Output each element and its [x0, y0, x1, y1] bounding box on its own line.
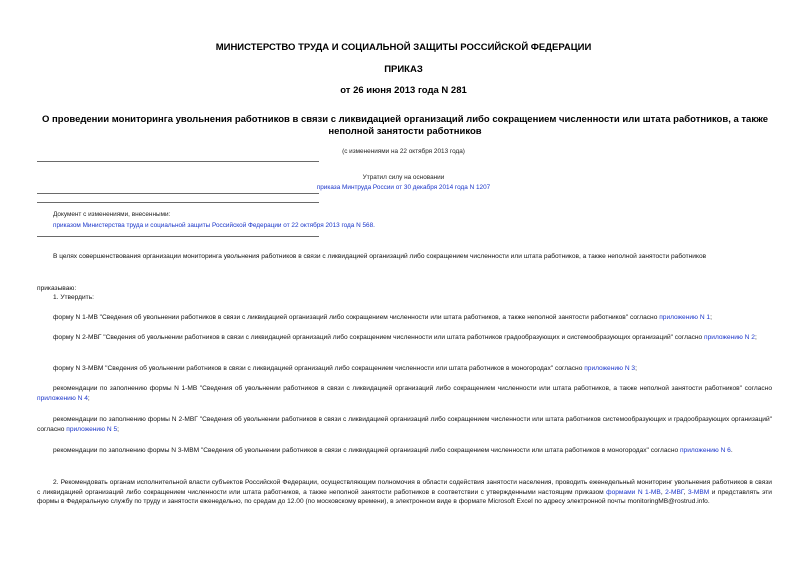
- appendix-5-link[interactable]: приложению N 5: [66, 425, 118, 433]
- separator-rule: [37, 202, 319, 203]
- form-3-mvm-link[interactable]: 3-МВМ: [687, 488, 710, 496]
- form-1-text: форму N 1-МВ "Сведения об увольнении работников в связи с ликвидацией организаций либо сокращением численности или штата работников, а также неполной занятости работников" согласно: [53, 314, 660, 321]
- form-2-end: ;: [754, 334, 757, 341]
- order-word: приказываю:: [37, 285, 77, 292]
- preamble: В целях совершенствования организации мониторинга увольнения работников в связи с ликвидацией организаций либо сокращением численности или штата работников, а также неполной занятости работников: [53, 253, 707, 260]
- form-1-mv-link[interactable]: формами N 1-МВ: [606, 488, 661, 496]
- form-2-mvg-link[interactable]: 2-МВГ: [665, 488, 684, 496]
- changes-order-link[interactable]: приказом Министерства труда и социальной защиты Российской Федерации от 22 октября 2013 года N 568.: [53, 222, 375, 229]
- recommendation-1-end: ;: [87, 394, 90, 402]
- changes-label: Документ с изменениями, внесенными:: [53, 211, 171, 218]
- recommendation-1-text: рекомендации по заполнению формы N 1-МВ "Сведения об увольнении работников в связи с ликвидацией организаций либо сокращением численности или штата работников, а также неполной занятости работников" согласно: [53, 385, 772, 392]
- item-2-paragraph: [37, 478, 772, 507]
- form-3-paragraph: [53, 364, 773, 374]
- appendix-3-link[interactable]: приложению N 3: [584, 365, 636, 372]
- appendix-4-link[interactable]: приложению N 4: [37, 394, 88, 402]
- form-1-end: ;: [710, 314, 712, 321]
- separator-rule: [37, 236, 319, 237]
- appendix-2-link[interactable]: приложению N 2: [704, 334, 755, 341]
- form-2-paragraph: [37, 333, 772, 343]
- amendments-note: (с изменениями на 22 октября 2013 года): [342, 148, 465, 155]
- recommendation-3-end: .: [730, 447, 733, 454]
- ministry-heading: МИНИСТЕРСТВО ТРУДА И СОЦИАЛЬНОЙ ЗАЩИТЫ РОССИЙСКОЙ ФЕДЕРАЦИИ: [215, 42, 592, 53]
- doc-type-heading: ПРИКАЗ: [384, 64, 423, 75]
- item-2-text: 2. Рекомендовать органам исполнительной власти субъектов Российской Федерации, осуществляющим полномочия в области содействия занятости населения, проводить еженедельный мониторинг увольнения работников в связи с ликвидацией организаций либо сокращением численности или штата работников, а также неполной занятости работников в соответствии с утвержденными настоящим приказом: [37, 479, 772, 496]
- form-1-paragraph: [53, 313, 773, 323]
- appendix-6-link[interactable]: приложению N 6: [679, 447, 731, 454]
- form-3-end: ;: [635, 365, 637, 372]
- item-2-rest: и представлять эти формы в Федеральную службу по труду и занятости еженедельно, по средам до 12.00 (по московскому времени), в электронном виде в формате Microsoft Excel по адресу электронной почты monitoringMB@rostrud.info.: [37, 488, 772, 505]
- item-2-sep-2: ,: [683, 488, 688, 496]
- recommendation-3-paragraph: [37, 446, 772, 456]
- item-1-heading: 1. Утвердить:: [53, 294, 94, 301]
- form-3-text: форму N 3-МВМ "Сведения об увольнении работников в связи с ликвидацией организаций либо сокращением численности или штата работников в моногородах" согласно: [53, 365, 585, 372]
- form-2-text: форму N 2-МВГ "Сведения об увольнении работников в связи с ликвидацией организаций либо сокращением численности или штата работников градообразующих и системообразующих организаций" согласно: [53, 334, 705, 341]
- recommendation-2-text: рекомендации по заполнению формы N 2-МВГ "Сведения об увольнении работников в связи с ликвидацией организаций либо сокращением численности или штата работников системообразующих и градообразующих организаций" согласно: [37, 416, 772, 433]
- recommendation-2-end: ;: [117, 425, 119, 433]
- recommendation-2-paragraph: [37, 415, 772, 434]
- recommendation-1-paragraph: [37, 384, 772, 403]
- expired-status-text: Утратил силу на основании: [362, 174, 445, 181]
- date-number-heading: от 26 июня 2013 года N 281: [340, 85, 467, 96]
- item-2-sep-1: ,: [660, 488, 666, 496]
- appendix-1-link[interactable]: приложению N 1: [659, 314, 711, 321]
- recommendation-3-text: рекомендации по заполнению формы N 3-МВМ "Сведения об увольнении работников в связи с ликвидацией организаций либо сокращением численности или штата работников в моногородах" согласно: [53, 447, 680, 454]
- expired-order-link[interactable]: приказа Минтруда России от 30 декабря 2014 года N 1207: [316, 184, 491, 191]
- document-title: О проведении мониторинга увольнения работников в связи с ликвидацией организаций либо сокращением численности или штата работников, а также неполной занятости работников: [42, 114, 768, 137]
- separator-rule: [37, 161, 319, 162]
- separator-rule: [37, 193, 319, 194]
